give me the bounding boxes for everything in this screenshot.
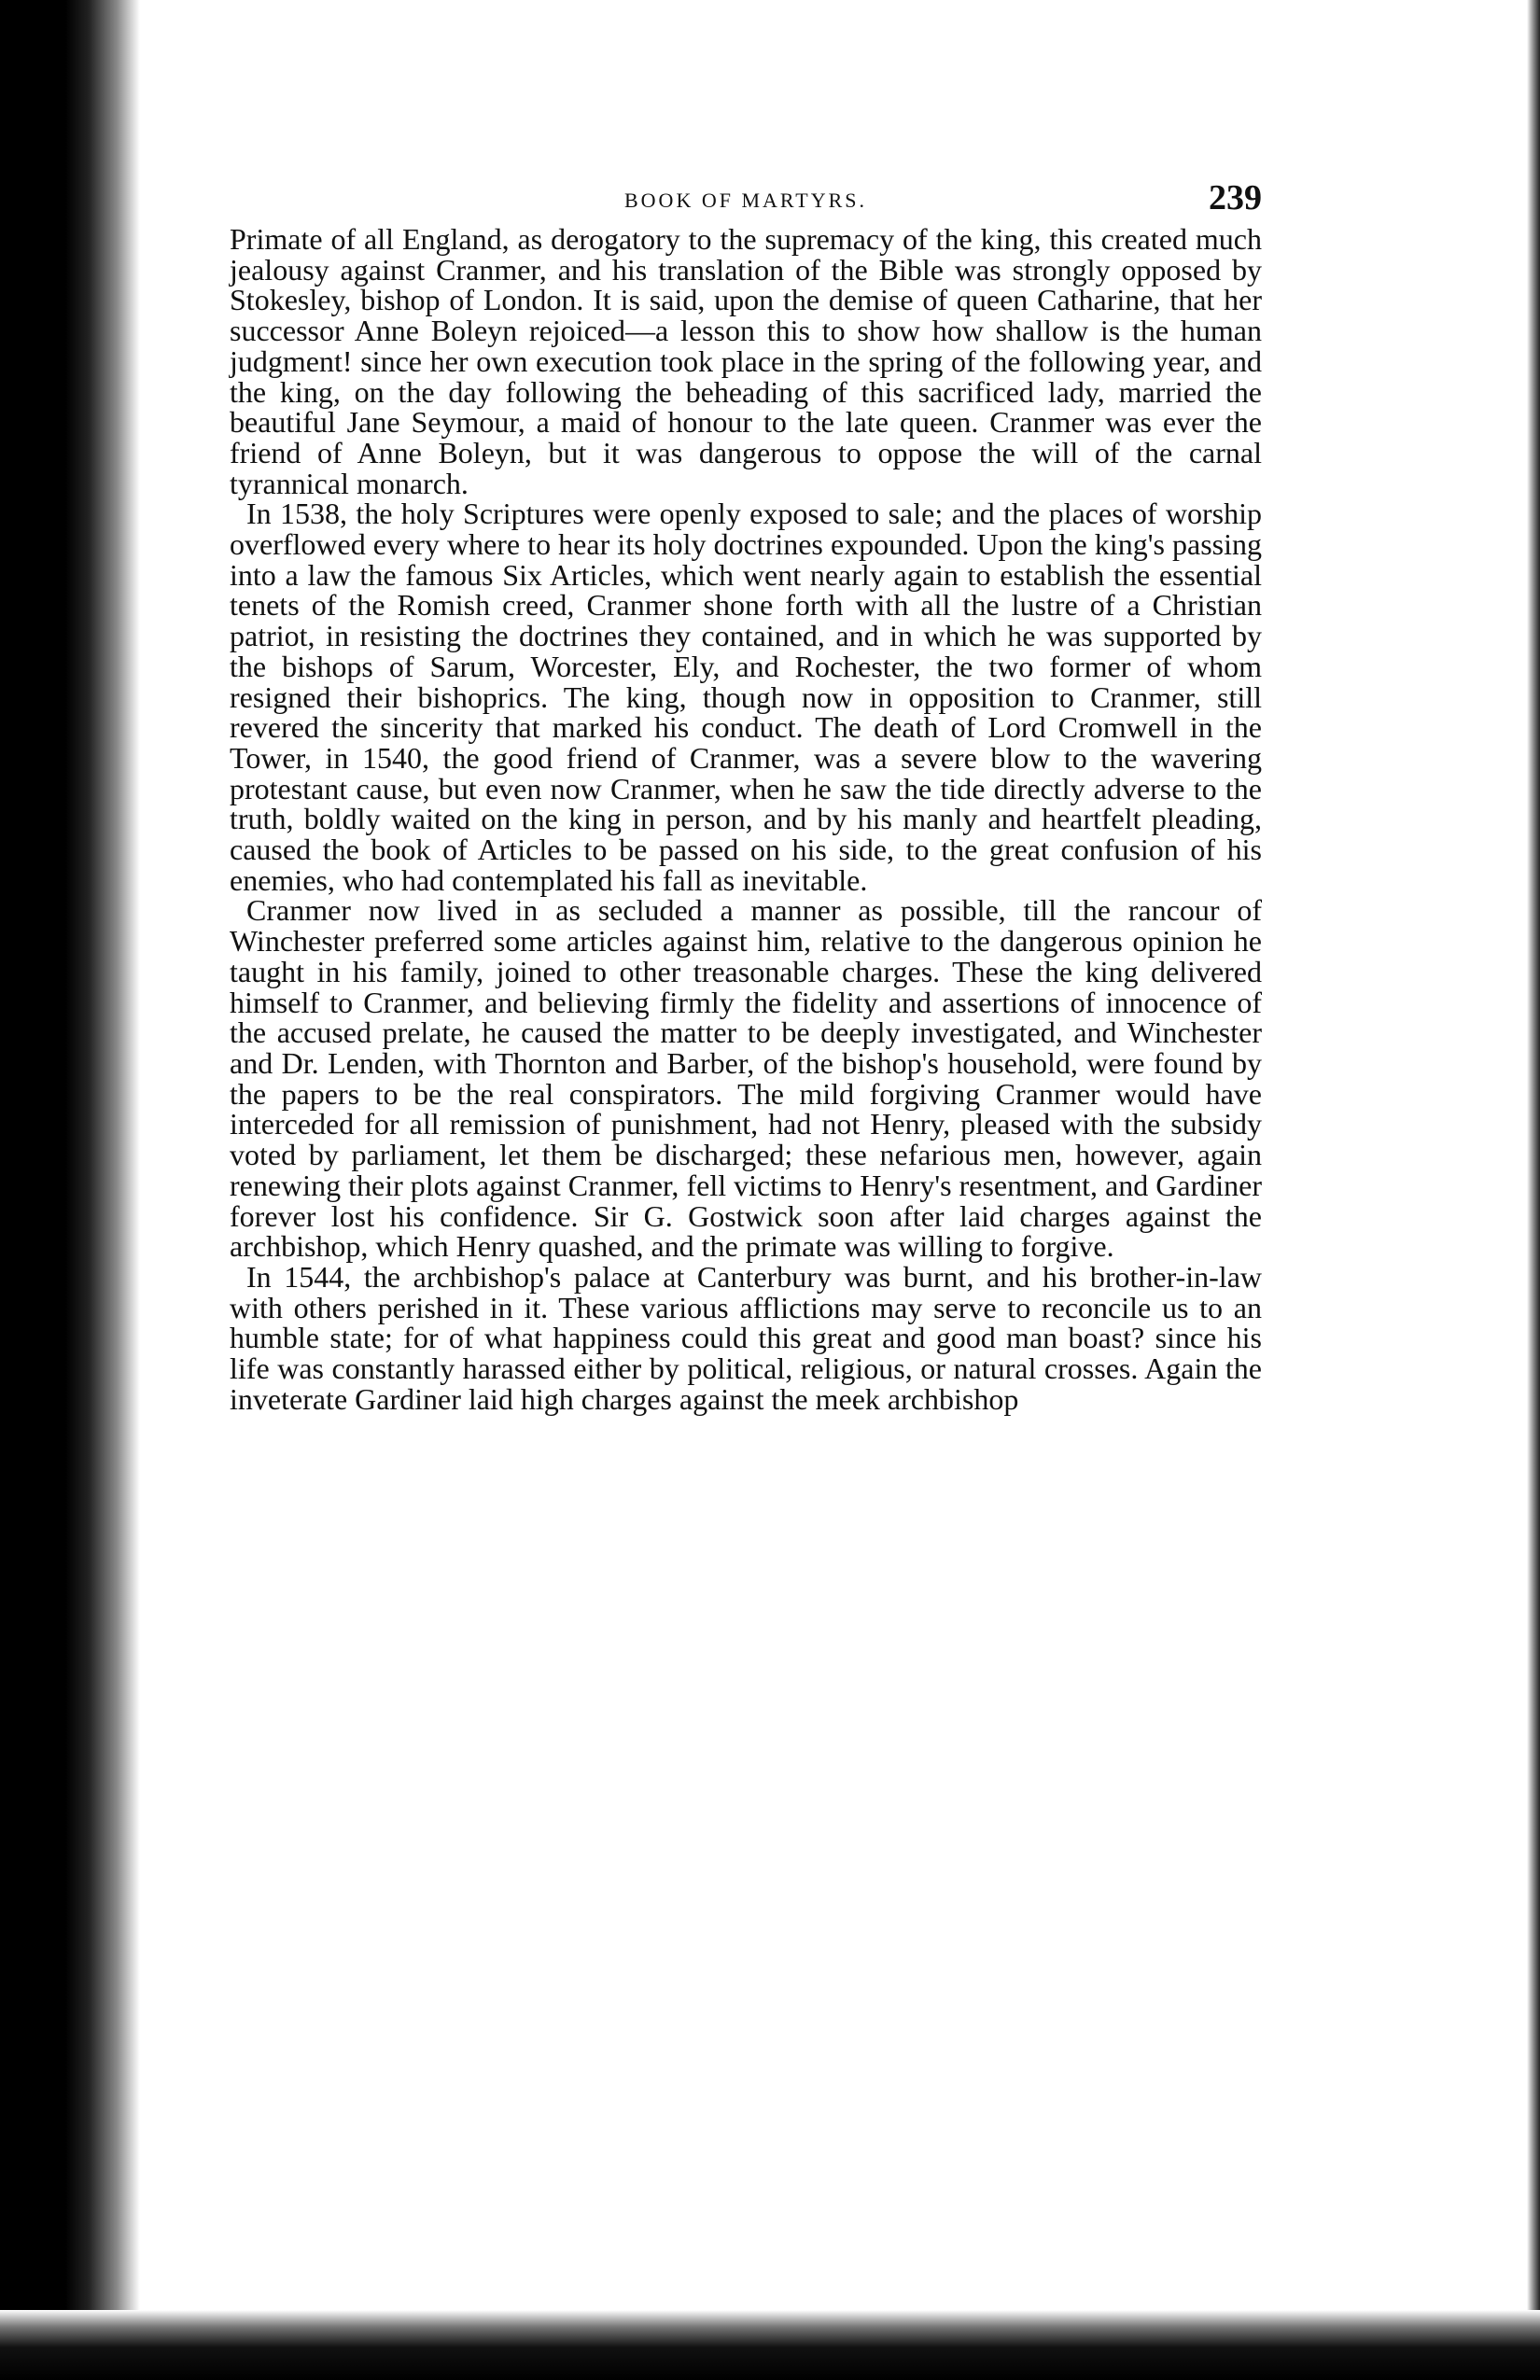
book-page [230,177,1262,1414]
paragraph-1: Primate of all England, as derogatory to the supremacy of the king, this created much jealousy against Cranmer, and his translation of the Bible was strongly opposed by Stokesley, bishop of London. It is said, upon the demise of queen Catharine, that her successor Anne Boleyn rejoiced—a lesson this to show how shallow is the human judgment! since her own execution took place in the spring of the following year, and the king, on the day following the beheading of this sacrificed lady, married the beautiful Jane Seymour, a maid of honour to the late queen. Cranmer was ever the friend of Anne Boleyn, but it was dangerous to oppose the will of the carnal tyrannical monarch. [230,222,1262,500]
running-head [230,177,1262,224]
page-number: 239 [1209,178,1262,217]
book-spine-shadow-bottom [0,2310,1540,2380]
paragraph-3: Cranmer now lived in as secluded a manner as possible, till the rancour of Winchester preferred some articles against him, relative to the dangerous opinion he taught in his family, joined to other treasonable charges. These the king delivered himself to Cranmer, and believing firmly the fidelity and assertions of innocence of the accused prelate, he caused the matter to be deeply investigated, and Winchester and Dr. Lenden, with Thornton and Barber, of the bishop's household, were found by the papers to be the real conspirators. The mild forgiving Cranmer would have interceded for all remission of punishment, had not Henry, pleased with the subsidy voted by parliament, let them be discharged; these nefarious men, however, again renewing their plots against Cranmer, fell victims to Henry's resentment, and Gardiner forever lost his confidence. Sir G. Gostwick soon after laid charges against the archbishop, which Henry quashed, and the primate was willing to forgive. [230,893,1262,1264]
paragraph-4: In 1544, the archbishop's palace at Canterbury was burnt, and his brother-in-law with others perished in it. These various afflictions may serve to reconcile us to an humble state; for of what happiness could this great and good man boast? since his life was constantly harassed either by political, religious, or natural crosses. Again the inveterate Gardiner laid high charges against the meek archbishop [230,1259,1262,1416]
book-spine-shadow-left [0,0,140,2380]
paragraph-2: In 1538, the holy Scriptures were openly exposed to sale; and the places of worship overflowed every where to hear its holy doctrines expounded. Upon the king's passing into a law the famous Six Articles, which went nearly again to establish the essential tenets of the Romish creed, Cranmer shone forth with all the lustre of a Christian patriot, in resisting the doctrines they contained, and in which he was supported by the bishops of Sarum, Worcester, Ely, and Rochester, the two former of whom resigned their bishoprics. The king, though now in opposition to Cranmer, still revered the sincerity that marked his conduct. The death of Lord Cromwell in the Tower, in 1540, the good friend of Cranmer, was a severe blow to the wavering protestant cause, but even now Cranmer, when he saw the tide directly adverse to the truth, boldly waited on the king in person, and by his manly and heartfelt pleading, caused the book of Articles to be passed on his side, to the great confusion of his enemies, who had contemplated his fall as inevitable. [230,497,1262,897]
running-title: BOOK OF MARTYRS. [624,189,867,212]
page-edge-right [1527,0,1540,2380]
